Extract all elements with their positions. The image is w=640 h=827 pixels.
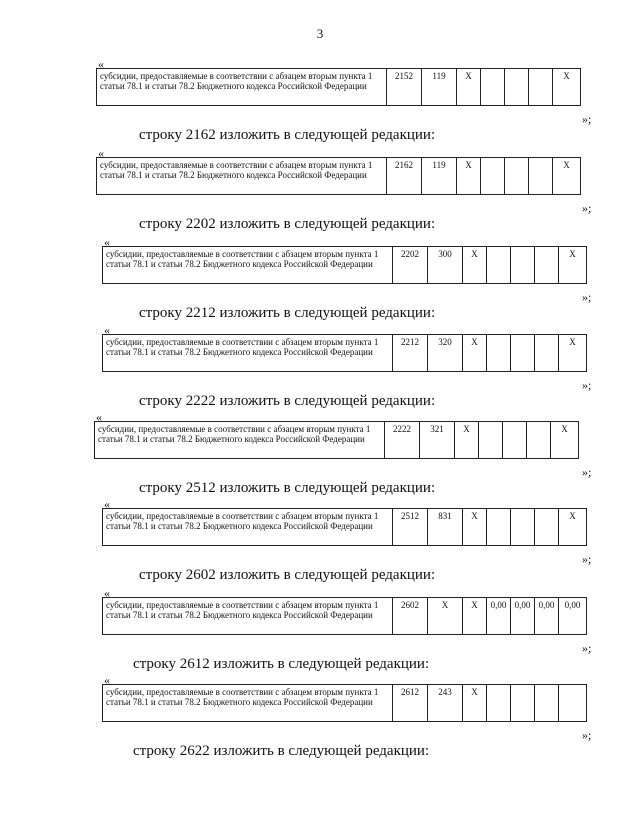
amendment-instruction: строку 2222 изложить в следующей редакции: — [139, 393, 436, 409]
amendment-instruction: строку 2622 изложить в следующей редакции: — [133, 743, 430, 759]
table-cell — [487, 685, 511, 722]
opening-quote: « — [98, 57, 104, 71]
table-cell: Х — [559, 509, 587, 546]
closing-quote: »; — [582, 728, 592, 742]
table-cell — [511, 247, 535, 284]
table-cell: Х — [559, 247, 587, 284]
amendment-row-table — [102, 246, 587, 284]
table-cell: Х — [551, 422, 579, 459]
table-cell — [535, 335, 559, 372]
amendment-row-table — [102, 597, 587, 635]
table-cell: 0,00 — [535, 598, 559, 635]
table-cell — [535, 685, 559, 722]
table-row — [103, 598, 587, 635]
table-cell: 2602 — [393, 598, 428, 635]
amendment-row-table — [94, 421, 579, 459]
row-description: субсидии, предоставляемые в соответствии с абзацем вторым пункта 1 статьи 78.1 и статьи 78.2 Бюджетного кодекса Российской Федерации — [97, 69, 387, 106]
table-cell: Х — [457, 158, 481, 195]
table-cell — [535, 509, 559, 546]
table-cell — [511, 685, 535, 722]
amendment-instruction: строку 2212 изложить в следующей редакции: — [139, 305, 436, 321]
table-row — [97, 158, 581, 195]
table-cell: 2152 — [387, 69, 422, 106]
row-description: субсидии, предоставляемые в соответствии с абзацем вторым пункта 1 статьи 78.1 и статьи 78.2 Бюджетного кодекса Российской Федерации — [103, 685, 393, 722]
table-cell: 2202 — [393, 247, 428, 284]
table-cell: 0,00 — [559, 598, 587, 635]
table-cell: 300 — [428, 247, 463, 284]
opening-quote: « — [98, 146, 104, 160]
closing-quote: »; — [582, 465, 592, 479]
closing-quote: »; — [582, 641, 592, 655]
amendment-row-table — [102, 684, 587, 722]
table-row — [95, 422, 579, 459]
table-cell — [505, 69, 529, 106]
table-cell: Х — [463, 685, 487, 722]
table-cell: Х — [553, 158, 581, 195]
opening-quote: « — [104, 323, 110, 337]
opening-quote: « — [104, 235, 110, 249]
table-cell — [505, 158, 529, 195]
table-cell: Х — [455, 422, 479, 459]
table-cell — [487, 509, 511, 546]
opening-quote: « — [104, 586, 110, 600]
table-row — [103, 509, 587, 546]
table-row — [97, 69, 581, 106]
table-cell: 0,00 — [487, 598, 511, 635]
amendment-instruction: строку 2602 изложить в следующей редакции: — [139, 567, 436, 583]
table-cell: Х — [463, 598, 487, 635]
table-row — [103, 335, 587, 372]
amendment-instruction: строку 2162 изложить в следующей редакции: — [139, 127, 436, 143]
table-cell — [535, 247, 559, 284]
page-number: 3 — [316, 26, 324, 41]
table-cell — [559, 685, 587, 722]
opening-quote: « — [96, 410, 102, 424]
table-cell: 320 — [428, 335, 463, 372]
row-description: субсидии, предоставляемые в соответствии с абзацем вторым пункта 1 статьи 78.1 и статьи 78.2 Бюджетного кодекса Российской Федерации — [103, 598, 393, 635]
table-cell: 2222 — [385, 422, 420, 459]
amendment-row-table — [96, 68, 581, 106]
table-cell: Х — [428, 598, 463, 635]
amendment-row-table — [102, 508, 587, 546]
amendment-instruction: строку 2612 изложить в следующей редакции: — [133, 656, 430, 672]
table-cell: 119 — [422, 158, 457, 195]
table-cell — [479, 422, 503, 459]
amendment-row-table — [102, 334, 587, 372]
amendment-row-table — [96, 157, 581, 195]
table-cell — [481, 158, 505, 195]
row-description: субсидии, предоставляемые в соответствии с абзацем вторым пункта 1 статьи 78.1 и статьи 78.2 Бюджетного кодекса Российской Федерации — [103, 335, 393, 372]
amendment-instruction: строку 2202 изложить в следующей редакции: — [139, 216, 436, 232]
table-cell — [511, 335, 535, 372]
table-cell — [529, 69, 553, 106]
closing-quote: »; — [582, 290, 592, 304]
amendment-instruction: строку 2512 изложить в следующей редакции: — [139, 480, 436, 496]
row-description: субсидии, предоставляемые в соответствии с абзацем вторым пункта 1 статьи 78.1 и статьи 78.2 Бюджетного кодекса Российской Федерации — [97, 158, 387, 195]
table-cell: 321 — [420, 422, 455, 459]
table-cell — [487, 335, 511, 372]
opening-quote: « — [104, 673, 110, 687]
closing-quote: »; — [582, 201, 592, 215]
table-cell: 0,00 — [511, 598, 535, 635]
row-description: субсидии, предоставляемые в соответствии с абзацем вторым пункта 1 статьи 78.1 и статьи 78.2 Бюджетного кодекса Российской Федерации — [103, 247, 393, 284]
table-cell: Х — [553, 69, 581, 106]
closing-quote: »; — [582, 552, 592, 566]
table-cell: 119 — [422, 69, 457, 106]
row-description: субсидии, предоставляемые в соответствии с абзацем вторым пункта 1 статьи 78.1 и статьи 78.2 Бюджетного кодекса Российской Федерации — [95, 422, 385, 459]
table-cell: 2612 — [393, 685, 428, 722]
table-cell — [481, 69, 505, 106]
closing-quote: »; — [582, 112, 592, 126]
table-cell: Х — [457, 69, 481, 106]
closing-quote: »; — [582, 378, 592, 392]
table-cell — [511, 509, 535, 546]
table-cell — [527, 422, 551, 459]
table-cell: Х — [463, 335, 487, 372]
table-cell — [487, 247, 511, 284]
table-cell: 2162 — [387, 158, 422, 195]
table-row — [103, 685, 587, 722]
table-cell — [529, 158, 553, 195]
opening-quote: « — [104, 497, 110, 511]
table-cell — [503, 422, 527, 459]
table-row — [103, 247, 587, 284]
table-cell: 2512 — [393, 509, 428, 546]
table-cell: Х — [463, 509, 487, 546]
row-description: субсидии, предоставляемые в соответствии с абзацем вторым пункта 1 статьи 78.1 и статьи 78.2 Бюджетного кодекса Российской Федерации — [103, 509, 393, 546]
table-cell: Х — [463, 247, 487, 284]
table-cell: 2212 — [393, 335, 428, 372]
table-cell: Х — [559, 335, 587, 372]
table-cell: 243 — [428, 685, 463, 722]
table-cell: 831 — [428, 509, 463, 546]
